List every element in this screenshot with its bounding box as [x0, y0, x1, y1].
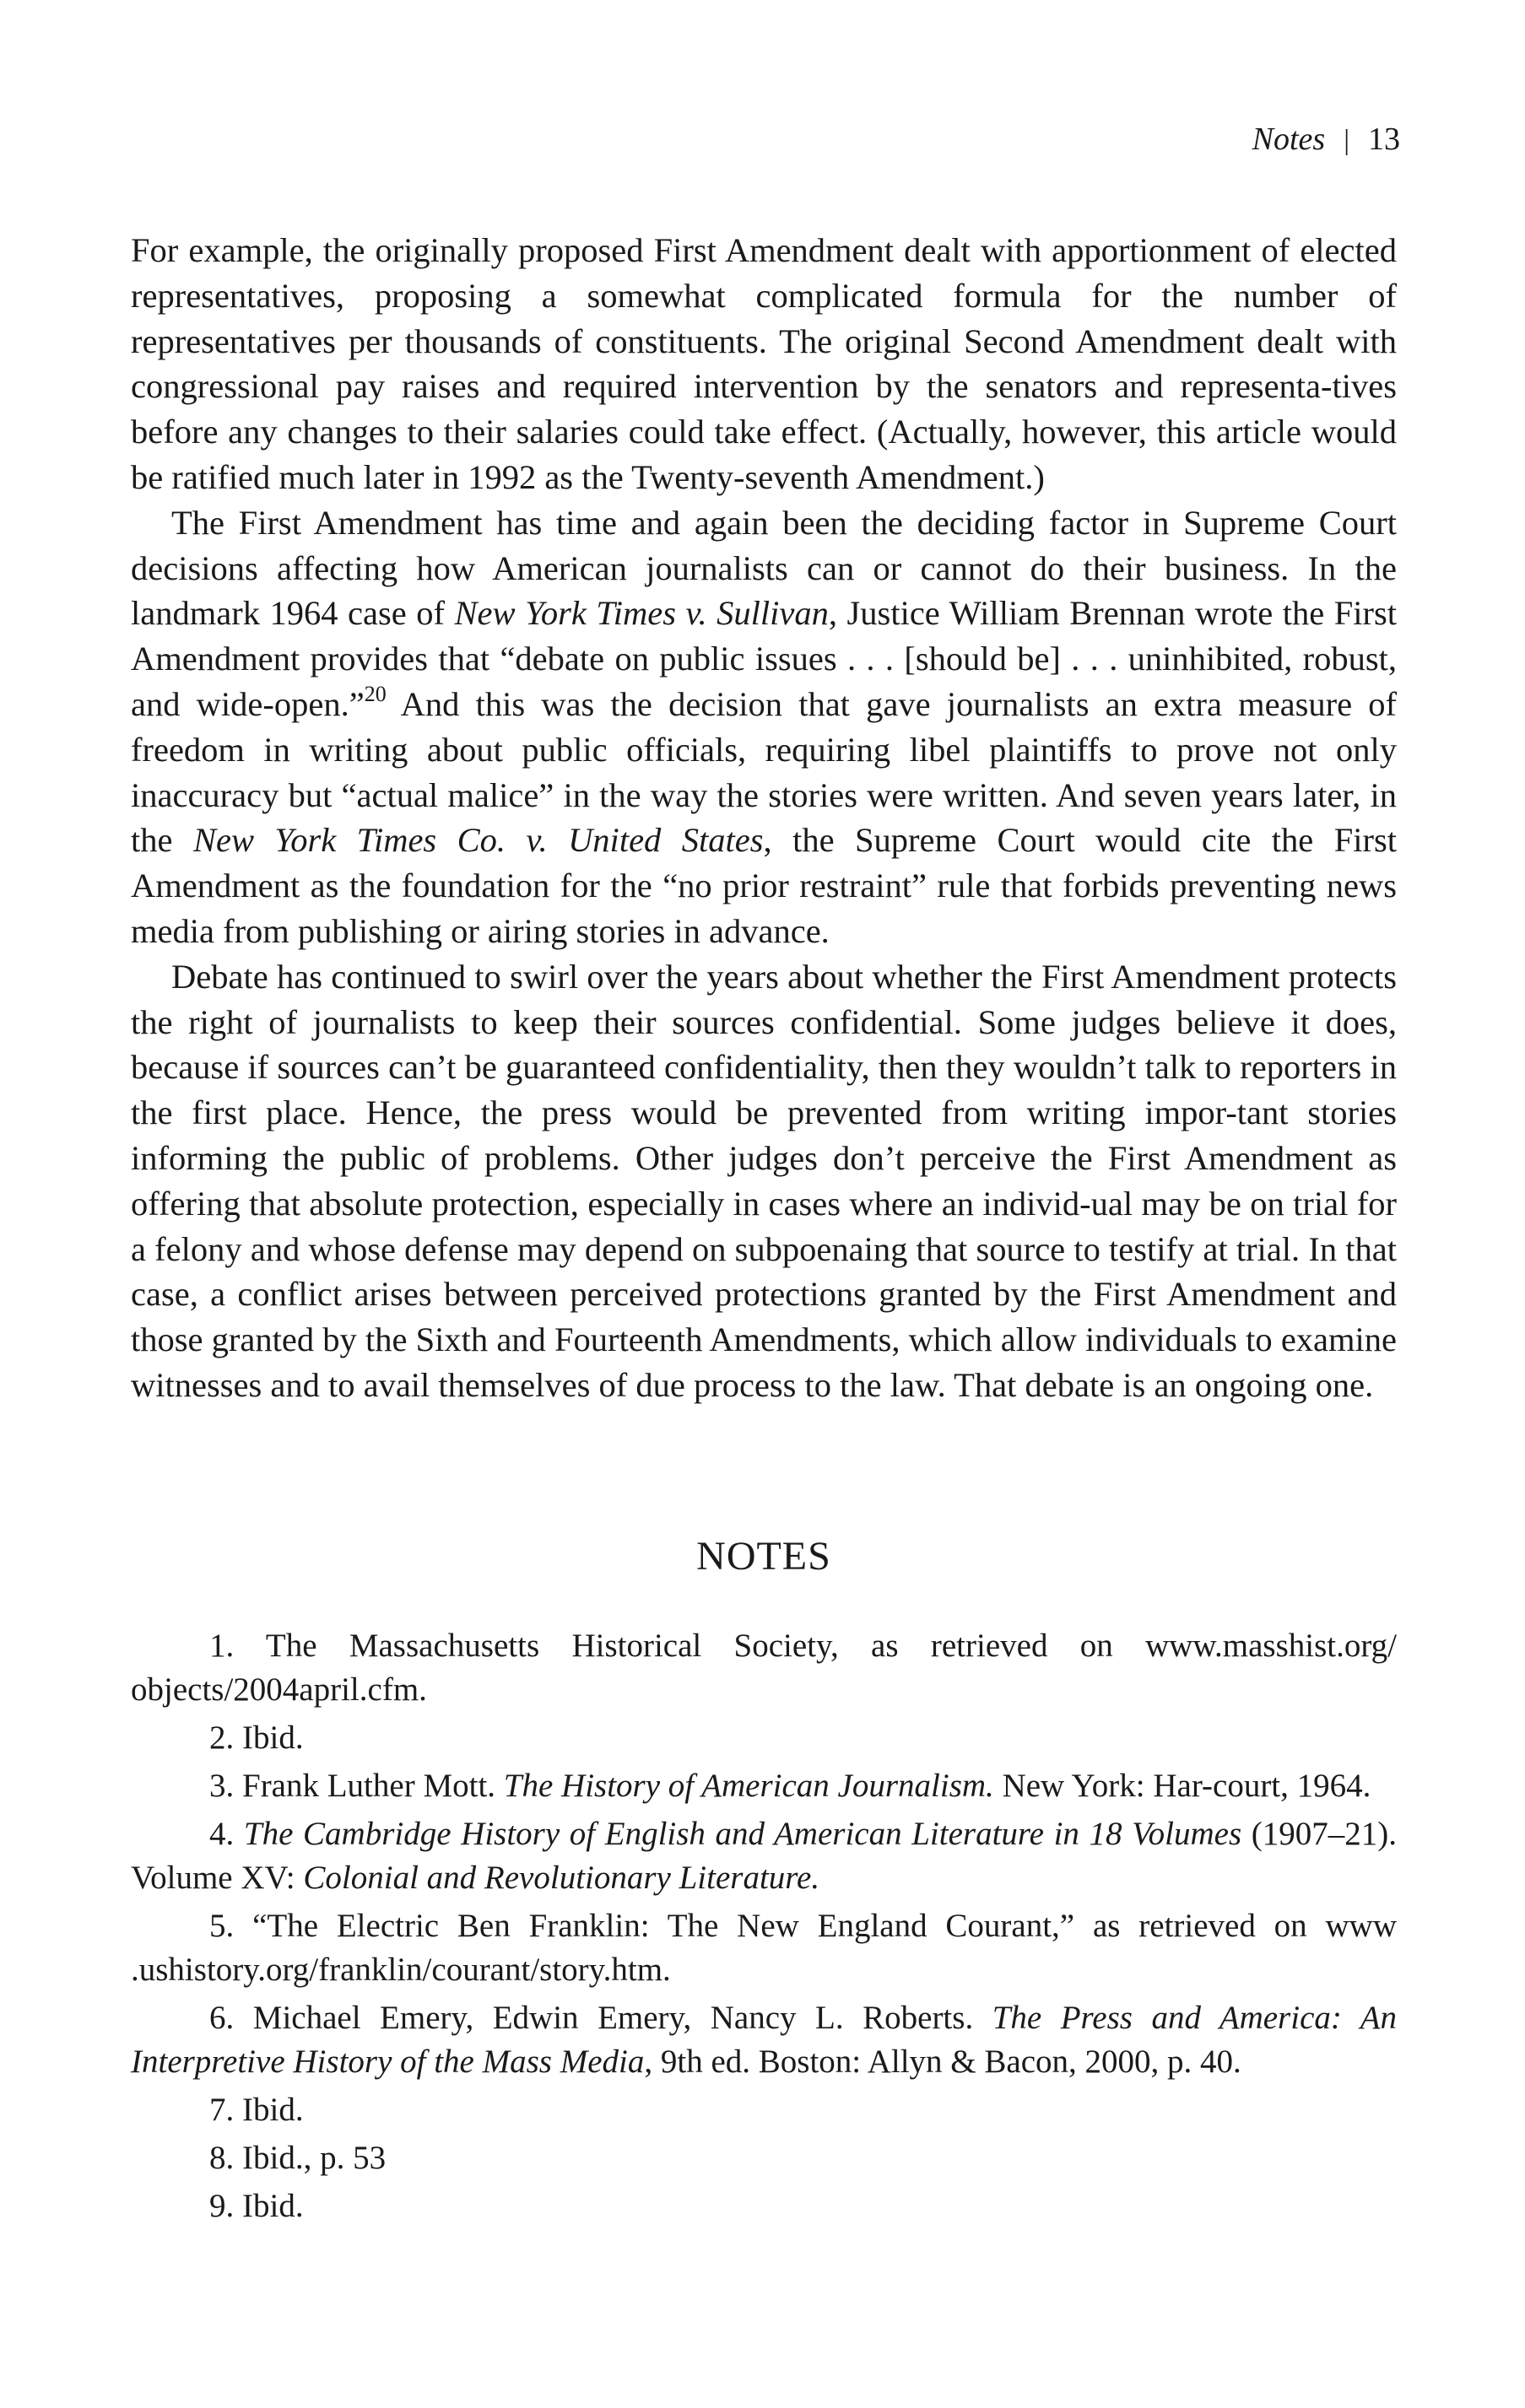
case-title-sullivan: New York Times v. Sullivan [454, 594, 829, 633]
paragraph-2-text-d: , the Supreme Court would cite the First Amendment as the foundation for the “no prior restraint” rule that forbids preventing news media from publishing or airing stories in advance. [131, 821, 1398, 950]
note-number: 6. [209, 2000, 235, 2036]
note-text: , 9th ed. Boston: Allyn & Bacon, 2000, p. 40. [644, 2044, 1241, 2080]
note-number: 2. [209, 1720, 235, 1756]
running-head [1252, 123, 1400, 155]
paragraph-2-text-a: The First Amendment has time and again been the deciding factor in Supreme Court decisions affecting how American journalists can or cannot do their business. In the landmark 1964 case of [131, 503, 1397, 633]
note-text: Ibid., p. 53 [242, 2140, 387, 2176]
note-number: 9. [209, 2188, 235, 2224]
note-item-4 [131, 1812, 1397, 1900]
note-text: Michael Emery, Edwin Emery, Nancy L. Roberts. [252, 2000, 992, 2036]
note-item-3 [131, 1764, 1397, 1808]
note-number: 4. [209, 1816, 235, 1852]
note-number: 1. [209, 1628, 235, 1664]
note-text: Ibid. [242, 1720, 304, 1756]
note-text: New York: Har-court, 1964. [993, 1768, 1371, 1804]
note-item-2 [131, 1716, 1397, 1760]
note-text: Ibid. [242, 2092, 304, 2128]
paragraph-2 [131, 500, 1397, 954]
footnote-reference: 20 [364, 681, 387, 706]
note-item-8 [131, 2136, 1397, 2180]
note-item-1 [131, 1624, 1397, 1712]
note-item-5 [131, 1904, 1397, 1992]
paragraph-2-text-b: , Justice William Brennan wrote the First Amendment provides that “debate on public issues . . . [should be] . . . uninhibited, robust, and wide-open.” [131, 594, 1398, 723]
paragraph-2-text-c: And this was the decision that gave journalists an extra measure of freedom in writing about public officials, requiring libel plaintiffs to prove not only inaccuracy but “actual malice” in the way the stories were written. And seven years later, in the [131, 684, 1398, 860]
note-number: 3. [209, 1768, 235, 1804]
body-text [131, 228, 1397, 1408]
case-title-united-states: New York Times Co. v. United States [192, 821, 764, 860]
note-text: (1907–21). Volume XV: [131, 1816, 1398, 1896]
book-page [131, 0, 1400, 2408]
note-text: “The Electric Ben Franklin: The New England Courant,” as retrieved on www .ushistory.org/franklin/courant/story.htm. [131, 1908, 1397, 1988]
note-number: 8. [209, 2140, 235, 2176]
note-number: 7. [209, 2092, 235, 2128]
note-item-9 [131, 2184, 1397, 2228]
note-text: Frank Luther Mott. [242, 1768, 504, 1804]
notes-heading: NOTES [696, 1534, 831, 1579]
note-title: The Press and America: An Interpretive History of the Mass Media [131, 2000, 1397, 2080]
note-item-6 [131, 1996, 1397, 2084]
note-title: The History of American Journalism. [503, 1768, 994, 1804]
page-number: 13 [1368, 121, 1400, 157]
note-number: 5. [209, 1908, 235, 1944]
notes-list [131, 1624, 1397, 2233]
paragraph-1: For example, the originally proposed First Amendment dealt with apportionment of elected representatives, proposing a somewhat complicated formula for the number of representatives per thousands of constituents. The original Second Amendment dealt with congressional pay raises and required intervention by the senators and representa-tives before any changes to their salaries could take effect. (Actually, however, this article would be ratified much later in 1992 as the Twenty-seventh Amendment.) [131, 231, 1397, 496]
paragraph-3: Debate has continued to swirl over the years about whether the First Amendment protects the right of journalists to keep their sources confidential. Some judges believe it does, because if sources can’t be guaranteed confidentiality, then they wouldn’t talk to reporters in the first place. Hence, the press would be prevented from writing impor-tant stories informing the public of problems. Other judges don’t perceive the First Amendment as offering that absolute protection, especially in cases where an individ-ual may be on trial for a felony and whose defense may depend on subpoenaing that source to testify at trial. In that case, a conflict arises between perceived protections granted by the First Amendment and those granted by the Sixth and Fourteenth Amendments, which allow individuals to examine witnesses and to avail themselves of due process to the law. That debate is an ongoing one. [131, 957, 1397, 1404]
note-text: The Massachusetts Historical Society, as retrieved on www.masshist.org/ objects/2004april.cfm. [131, 1628, 1397, 1708]
note-text: Ibid. [242, 2188, 304, 2224]
note-item-7 [131, 2088, 1397, 2132]
running-head-label: Notes [1252, 121, 1326, 157]
running-head-separator: | [1344, 125, 1349, 156]
note-title: Colonial and Revolutionary Literature. [303, 1860, 820, 1896]
note-title: The Cambridge History of English and American Literature in 18 Volumes [243, 1816, 1242, 1852]
